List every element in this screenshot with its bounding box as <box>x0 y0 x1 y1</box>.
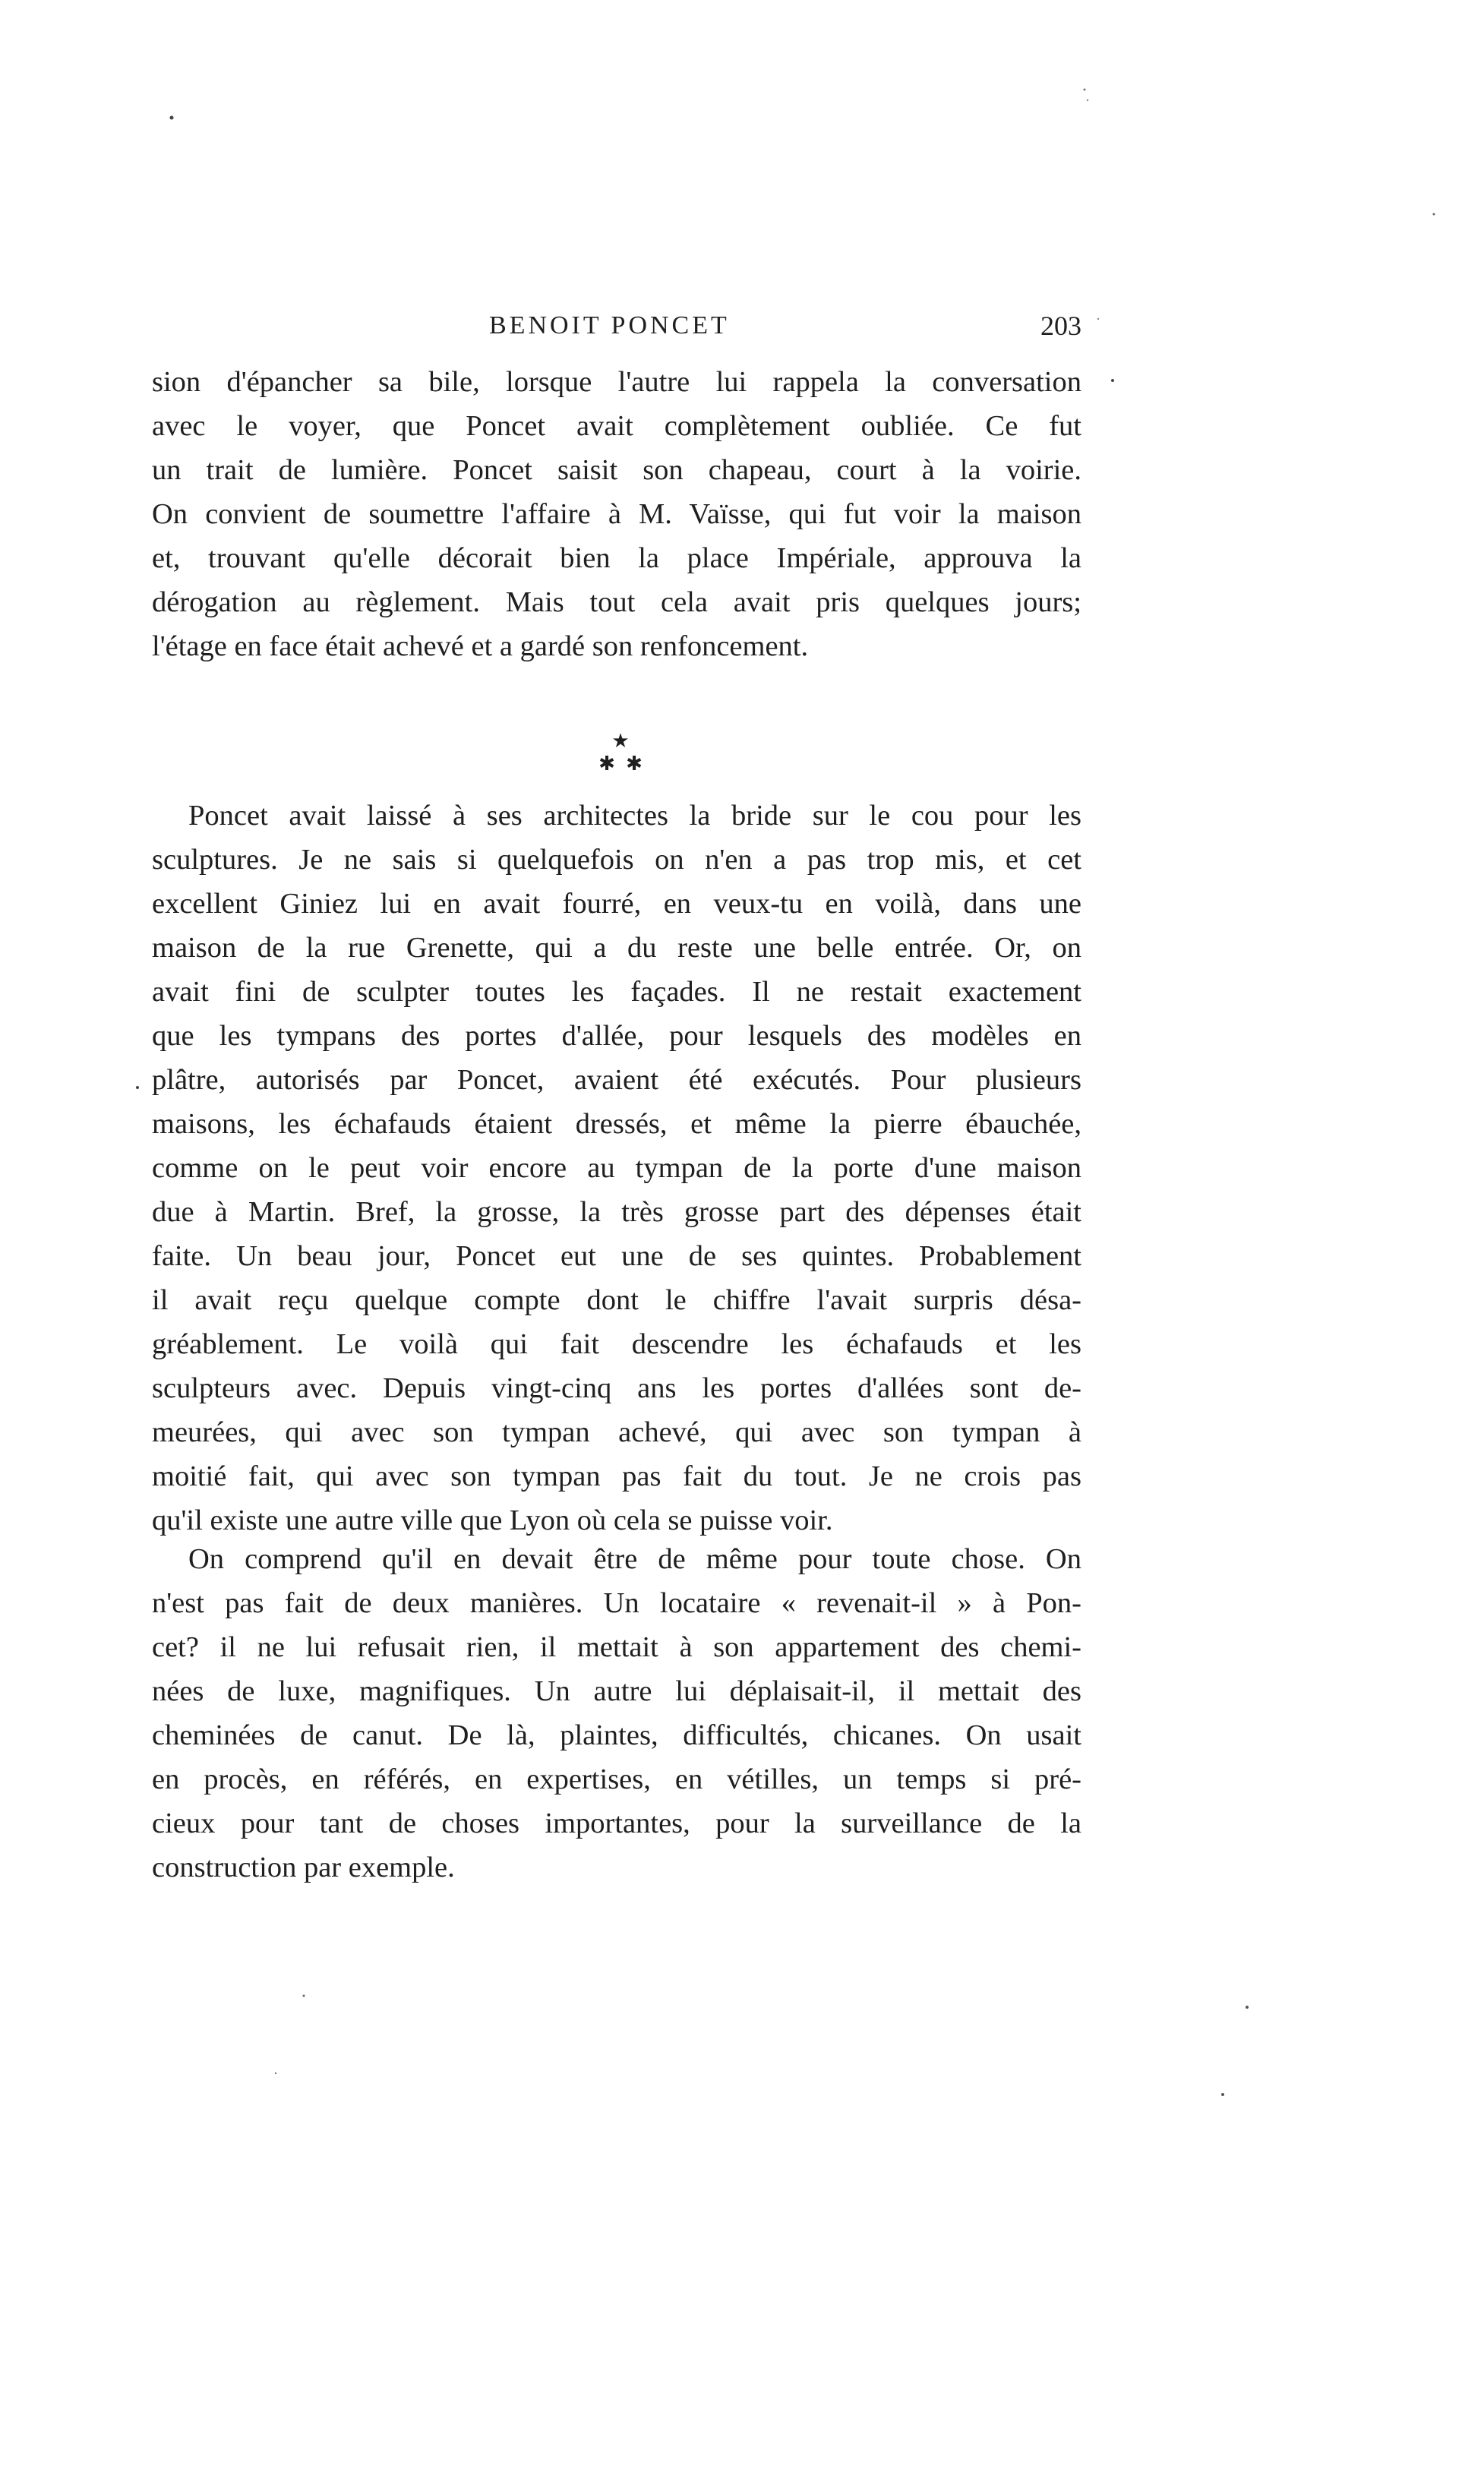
text-line: sculpteurs avec. Depuis vingt-cinq ans les portes d'allées sont de- <box>152 1372 1081 1404</box>
text-line: avec le voyer, que Poncet avait complètement oubliée. Ce fut <box>152 410 1081 442</box>
text-line: qu'il existe une autre ville que Lyon où cela se puisse voir. <box>152 1504 833 1536</box>
text-line: meurées, qui avec son tympan achevé, qui avec son tympan à <box>152 1416 1081 1448</box>
text-line: cet? il ne lui refusait rien, il mettait à son appartement des chemi- <box>152 1631 1081 1663</box>
page-number: 203 <box>1040 311 1081 341</box>
text-line: n'est pas fait de deux manières. Un locataire « revenait-il » à Pon- <box>152 1587 1081 1619</box>
running-title: BENOIT PONCET <box>489 311 730 339</box>
running-header <box>152 306 1081 346</box>
text-line: moitié fait, qui avec son tympan pas fait du tout. Je ne crois pas <box>152 1460 1081 1492</box>
text-line: construction par exemple. <box>152 1852 455 1883</box>
text-line: maison de la rue Grenette, qui a du reste une belle entrée. Or, on <box>152 932 1081 964</box>
text-line: il avait reçu quelque compte dont le chiffre l'avait surpris désa- <box>152 1284 1081 1316</box>
text-line: faite. Un beau jour, Poncet eut une de ses quintes. Probablement <box>152 1240 1081 1272</box>
text-line: plâtre, autorisés par Poncet, avaient été exécutés. Pour plusieurs <box>152 1064 1081 1096</box>
text-line: un trait de lumière. Poncet saisit son chapeau, court à la voirie. <box>152 454 1081 486</box>
text-line: cheminées de canut. De là, plaintes, difficultés, chicanes. On usait <box>152 1719 1081 1751</box>
paragraph-cheminees <box>152 1537 1081 1889</box>
text-line: maisons, les échafauds étaient dressés, et même la pierre ébauchée, <box>152 1108 1081 1140</box>
text-line: sion d'épancher sa bile, lorsque l'autre lui rappela la conversation <box>152 366 1081 398</box>
text-line: l'étage en face était achevé et a gardé son renfoncement. <box>152 630 809 662</box>
svg-text:✱: ✱ <box>626 753 643 775</box>
text-line: gréablement. Le voilà qui fait descendre les échafauds et les <box>152 1328 1081 1360</box>
text-line: comme on le peut voir encore au tympan de la porte d'une maison <box>152 1152 1081 1184</box>
paragraph-continuation <box>152 360 1081 668</box>
asterism-icon <box>586 729 655 782</box>
text-line: avait fini de sculpter toutes les façades. Il ne restait exactement <box>152 976 1081 1008</box>
text-line: nées de luxe, magnifiques. Un autre lui déplaisait-il, il mettait des <box>152 1675 1081 1707</box>
svg-text:★: ★ <box>611 730 630 753</box>
svg-text:✱: ✱ <box>598 753 615 775</box>
text-line: sculptures. Je ne sais si quelquefois on n'en a pas trop mis, et cet <box>152 844 1081 876</box>
text-line: dérogation au règlement. Mais tout cela avait pris quelques jours; <box>152 586 1081 618</box>
text-line: cieux pour tant de choses importantes, pour la surveillance de la <box>152 1807 1081 1839</box>
text-line: excellent Giniez lui en avait fourré, en veux-tu en voilà, dans une <box>152 888 1081 920</box>
text-line: Poncet avait laissé à ses architectes la bride sur le cou pour les <box>188 800 1081 832</box>
text-line: en procès, en référés, en expertises, en vétilles, un temps si pré- <box>152 1763 1081 1795</box>
text-line: que les tympans des portes d'allée, pour lesquels des modèles en <box>152 1020 1081 1052</box>
paragraph-sculptures <box>152 794 1081 1542</box>
text-line: due à Martin. Bref, la grosse, la très grosse part des dépenses était <box>152 1196 1081 1228</box>
text-line: On convient de soumettre l'affaire à M. Vaïsse, qui fut voir la maison <box>152 498 1081 530</box>
text-line: On comprend qu'il en devait être de même pour toute chose. On <box>188 1543 1081 1575</box>
text-line: et, trouvant qu'elle décorait bien la place Impériale, approuva la <box>152 542 1081 574</box>
